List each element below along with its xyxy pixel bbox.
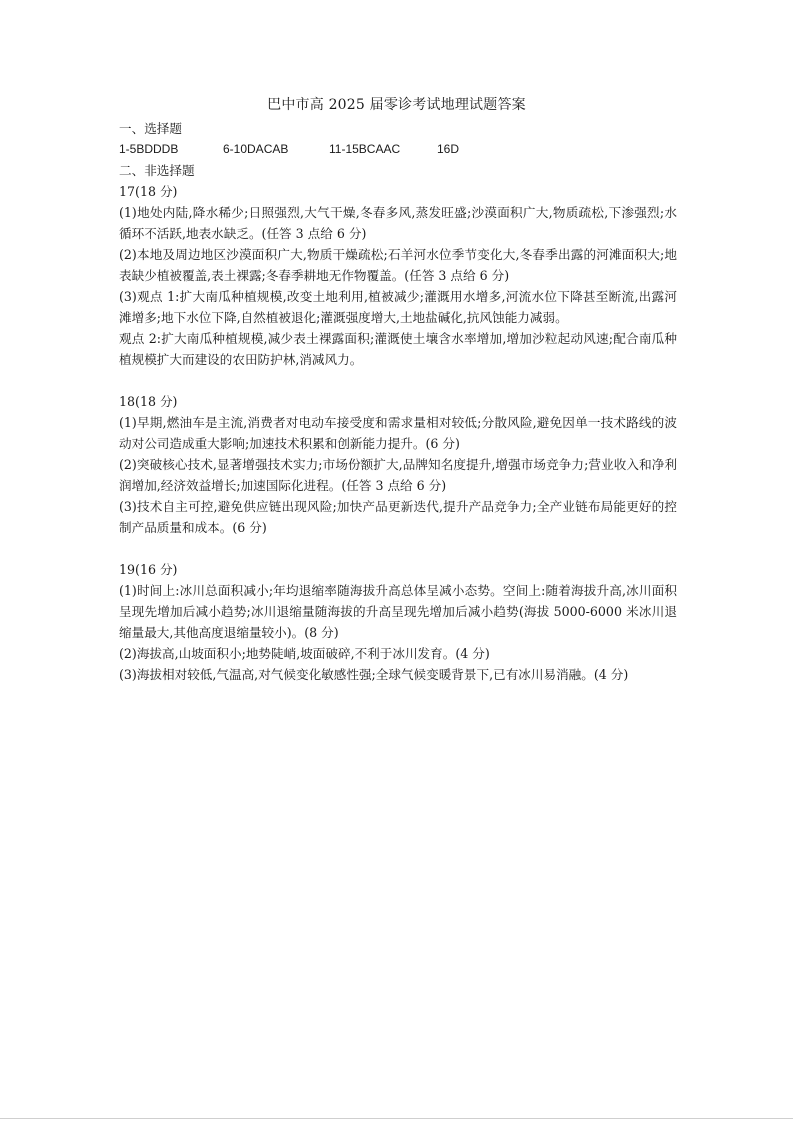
- document-body: [119, 118, 677, 685]
- section1-heading: 一、选择题: [119, 121, 182, 136]
- choice-answers-row: [119, 139, 677, 160]
- answer-group-16: 16D: [437, 142, 460, 156]
- q18-answer-3: (3)技术自主可控,避免供应链出现风险;加快产品更新迭代,提升产品竞争力;全产业链布局能更好的控制产品质量和成本。(6 分): [119, 499, 677, 535]
- q19-answer-3: (3)海拔相对较低,气温高,对气候变化敏感性强;全球气候变暖背景下,已有冰川易消融。(4 分): [119, 667, 629, 682]
- answer-group-6-10: 6-10DACAB: [223, 142, 289, 156]
- q17-answer-2: (2)本地及周边地区沙漠面积广大,物质干燥疏松;石羊河水位季节变化大,冬春季出露的河滩面积大;地表缺少植被覆盖,表土裸露;冬春季耕地无作物覆盖。(任答 3 点给 6 分): [119, 247, 677, 283]
- q18-answer-1: (1)早期,燃油车是主流,消费者对电动车接受度和需求量相对较低;分散风险,避免因单一技术路线的波动对公司造成重大影响;加速技术积累和创新能力提升。(6 分): [119, 415, 677, 451]
- q19-heading: 19(16 分): [119, 562, 178, 577]
- q18-heading: 18(18 分): [119, 394, 178, 409]
- q19-answer-1: (1)时间上:冰川总面积减小;年均退缩率随海拔升高总体呈减小态势。空间上:随着海拔升高,冰川面积呈现先增加后减小趋势;冰川退缩量随海拔的升高呈现先增加后减小趋势(海拔 5000-6000 米冰川退缩量最大,其他高度退缩量较小)。(8 分): [119, 583, 677, 640]
- page-title: 巴中市高 2025 届零诊考试地理试题答案: [267, 97, 526, 113]
- spacer: [119, 370, 677, 391]
- q18-answer-2: (2)突破核心技术,显著增强技术实力;市场份额扩大,品牌知名度提升,增强市场竞争力;营业收入和净利润增加,经济效益增长;加速国际化进程。(任答 3 点给 6 分): [119, 457, 677, 493]
- q17-answer-1: (1)地处内陆,降水稀少;日照强烈,大气干燥,冬春多风,蒸发旺盛;沙漠面积广大,物质疏松,下渗强烈;水循环不活跃,地表水缺乏。(任答 3 点给 6 分): [119, 205, 677, 241]
- q17-answer-3-viewpoint-2: 观点 2:扩大南瓜种植规模,减少表土裸露面积;灌溉使土壤含水率增加,增加沙粒起动风速;配合南瓜种植规模扩大而建设的农田防护林,消减风力。: [119, 331, 677, 367]
- spacer: [119, 538, 677, 559]
- answer-group-11-15: 11-15BCAAC: [329, 142, 401, 156]
- q17-heading: 17(18 分): [119, 184, 178, 199]
- section2-heading: 二、非选择题: [119, 163, 195, 178]
- answer-group-1-5: 1-5BDDDB: [119, 142, 179, 156]
- q19-answer-2: (2)海拔高,山坡面积小;地势陡峭,坡面破碎,不利于冰川发育。(4 分): [119, 646, 490, 661]
- q17-answer-3: (3)观点 1:扩大南瓜种植规模,改变土地利用,植被减少;灌溉用水增多,河流水位下降甚至断流,出露河滩增多;地下水位下降,自然植被退化;灌溉强度增大,土地盐碱化,抗风蚀能力减弱。: [119, 289, 677, 325]
- page-bottom-border: [0, 1118, 793, 1119]
